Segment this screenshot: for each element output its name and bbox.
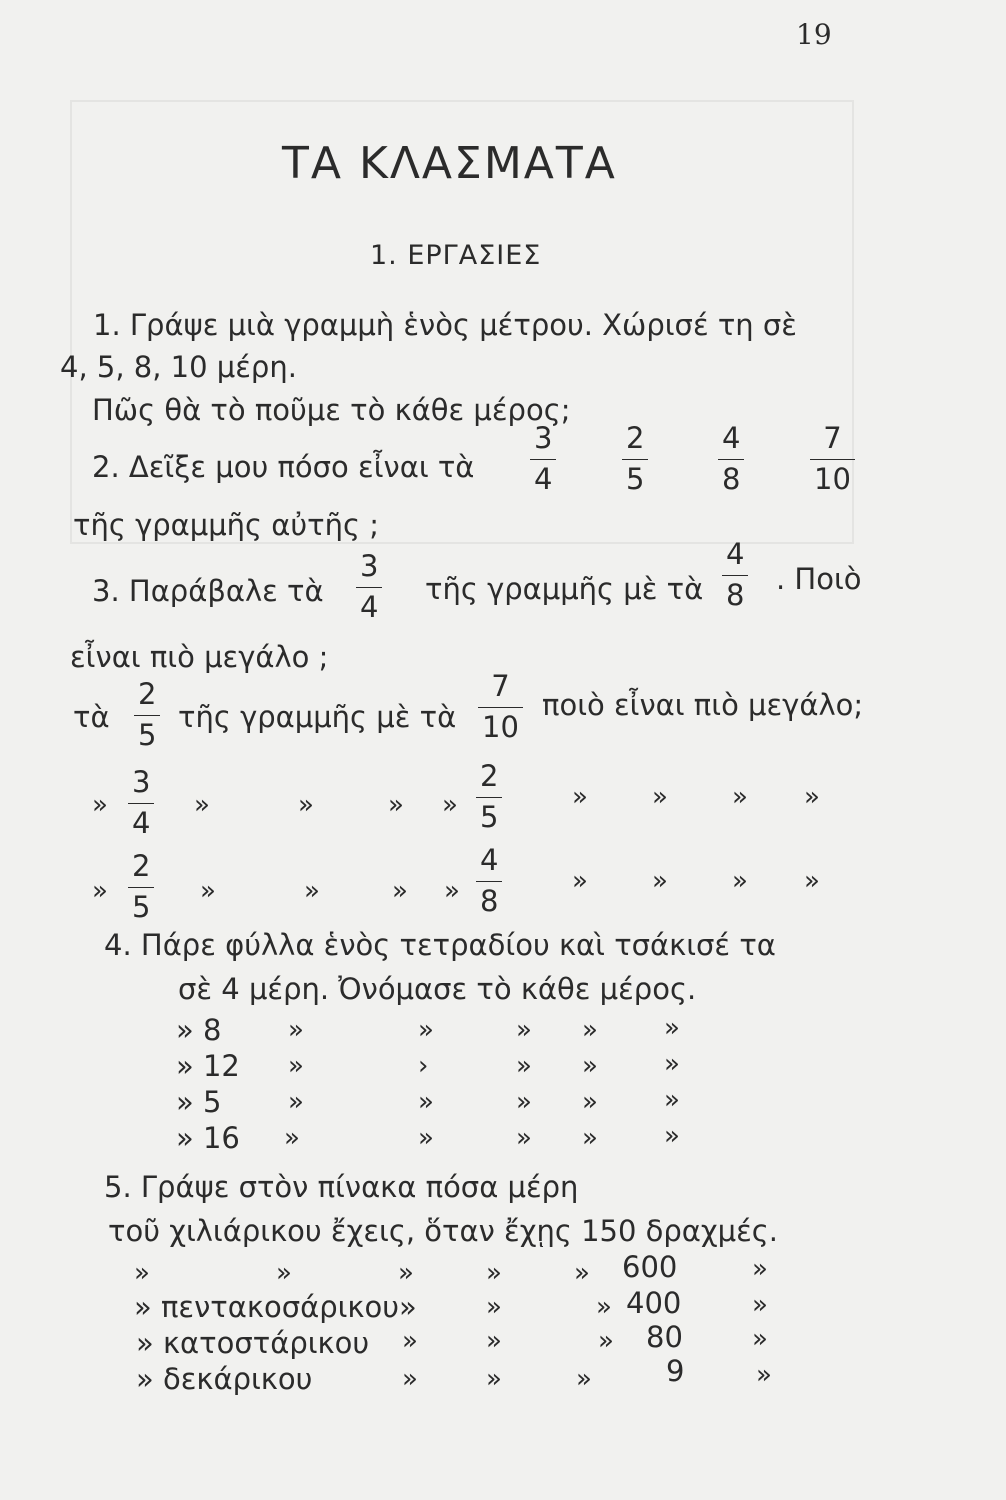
ditto-mark: »	[402, 1364, 418, 1394]
ditto-mark: »	[756, 1360, 772, 1390]
fraction-bar	[622, 459, 648, 460]
ditto-mark: »	[516, 1015, 532, 1045]
ex5-line1: 5. Γράψε στὸν πίνακα πόσα μέρη	[104, 1170, 579, 1204]
ditto-mark: »	[652, 866, 668, 896]
fraction-numerator: 4	[726, 537, 745, 571]
ex2-fraction	[622, 421, 648, 496]
ex2-fraction	[718, 421, 744, 496]
fraction-numerator: 2	[480, 759, 499, 793]
ditto-mark: »	[388, 790, 404, 820]
ex3-text-a: 3. Παράβαλε τὰ	[92, 574, 324, 608]
ex4-row-number: » 16	[176, 1121, 240, 1155]
ditto-mark: »	[752, 1290, 768, 1320]
ex5-row-label: » πεντακοσάρικου»	[134, 1290, 417, 1324]
ditto-mark: »	[288, 1015, 304, 1045]
ditto-mark: »	[284, 1123, 300, 1153]
fraction-denominator: 8	[722, 462, 741, 496]
ditto-mark: »	[574, 1258, 590, 1288]
ditto-mark: »	[582, 1123, 598, 1153]
ditto-mark: »	[582, 1087, 598, 1117]
fraction-bar	[478, 707, 523, 708]
ditto-mark: »	[596, 1292, 612, 1322]
ex4-row-number: » 5	[176, 1085, 222, 1119]
ex3-text-b: τῆς γραμμῆς μὲ τὰ	[425, 572, 704, 606]
ex3-row2-fraction-a	[128, 765, 154, 840]
ex2-line2: τῆς γραμμῆς αὐτῆς ;	[73, 508, 380, 542]
ditto-mark: »	[582, 1015, 598, 1045]
ditto-mark: »	[194, 790, 210, 820]
fraction-bar	[356, 587, 382, 588]
ditto-mark: »	[732, 866, 748, 896]
fraction-denominator: 10	[482, 710, 519, 744]
fraction-denominator: 4	[534, 462, 553, 496]
fraction-numerator: 4	[480, 843, 499, 877]
ditto-mark: »	[752, 1324, 768, 1354]
fraction-numerator: 3	[132, 765, 151, 799]
ditto-mark: »	[664, 1121, 680, 1151]
ditto-mark: »	[418, 1123, 434, 1153]
ditto-mark: »	[486, 1326, 502, 1356]
fraction-numerator: 4	[722, 421, 741, 455]
fraction-numerator: 7	[491, 669, 510, 703]
fraction-denominator: 8	[480, 884, 499, 918]
ex5-row-value: 9	[666, 1354, 685, 1388]
fraction-denominator: 4	[132, 806, 151, 840]
ex3-fraction-a	[356, 549, 382, 624]
ditto-mark: »	[652, 782, 668, 812]
ditto-mark: »	[516, 1123, 532, 1153]
ditto-mark: »	[304, 876, 320, 906]
ex2-text: 2. Δεῖξε μου πόσο εἶναι τὰ	[92, 450, 475, 484]
ex3-line2: εἶναι πιὸ μεγάλο ;	[70, 640, 329, 674]
ditto-mark: »	[398, 1258, 414, 1288]
ex4-line2: σὲ 4 μέρη. Ὀνόμασε τὸ κάθε μέρος.	[178, 972, 697, 1006]
ex3-row1-prefix: τὰ	[73, 700, 110, 734]
ex4-row-number: » 8	[176, 1013, 222, 1047]
ditto-mark: »	[516, 1087, 532, 1117]
ex1-line3: Πῶς θὰ τὸ ποῦμε τὸ κάθε μέρος;	[92, 393, 571, 427]
fraction-bar	[718, 459, 744, 460]
ditto-mark: »	[92, 876, 108, 906]
ditto-mark: »	[442, 790, 458, 820]
fraction-bar	[476, 881, 502, 882]
ditto-mark: »	[598, 1326, 614, 1356]
ex5-row-label: » δεκάρικου	[136, 1362, 313, 1396]
fraction-numerator: 3	[534, 421, 553, 455]
fraction-bar	[128, 887, 154, 888]
ditto-mark: »	[486, 1258, 502, 1288]
ditto-mark: »	[732, 782, 748, 812]
ditto-mark: »	[664, 1013, 680, 1043]
fraction-numerator: 2	[132, 849, 151, 883]
fraction-denominator: 5	[626, 462, 645, 496]
ex2-fraction	[530, 421, 556, 496]
ex1-line1: 1. Γράψε μιὰ γραμμὴ ἑνὸς μέτρου. Χώρισέ τη σὲ	[93, 308, 797, 342]
ditto-mark: ›	[418, 1051, 429, 1081]
ex2-fraction	[810, 421, 855, 496]
ditto-mark: »	[392, 876, 408, 906]
ditto-mark: »	[486, 1364, 502, 1394]
ditto-mark: »	[572, 782, 588, 812]
ditto-mark: »	[486, 1292, 502, 1322]
section-heading: 1. ΕΡΓΑΣΙΕΣ	[370, 240, 542, 271]
ditto-mark: »	[402, 1326, 418, 1356]
fraction-bar	[722, 575, 748, 576]
ditto-mark: »	[418, 1087, 434, 1117]
ex5-row-value: 400	[626, 1286, 682, 1320]
ex3-row3-fraction-b	[476, 843, 502, 918]
ditto-mark: »	[804, 866, 820, 896]
page-title: ΤΑ ΚΛΑΣΜΑΤΑ	[282, 138, 617, 189]
ditto-mark: »	[752, 1254, 768, 1284]
ex5-row-label: »	[134, 1258, 150, 1288]
ex5-row-label: » κατοστάρικου	[136, 1326, 370, 1360]
ditto-mark: »	[418, 1015, 434, 1045]
fraction-denominator: 8	[726, 578, 745, 612]
ex3-fraction-b	[722, 537, 748, 612]
ditto-mark: »	[572, 866, 588, 896]
ditto-mark: »	[664, 1049, 680, 1079]
ditto-mark: »	[92, 790, 108, 820]
ditto-mark: »	[288, 1051, 304, 1081]
ditto-mark: »	[664, 1085, 680, 1115]
ex4-line1: 4. Πάρε φύλλα ἑνὸς τετραδίου καὶ τσάκισέ τα	[104, 928, 776, 962]
ditto-mark: »	[288, 1087, 304, 1117]
ex3-row1-mid: τῆς γραμμῆς μὲ τὰ	[178, 700, 457, 734]
fraction-numerator: 7	[823, 421, 842, 455]
page-number: 19	[796, 18, 832, 51]
fraction-denominator: 5	[132, 890, 151, 924]
fraction-denominator: 10	[814, 462, 851, 496]
fraction-bar	[810, 459, 855, 460]
fraction-bar	[128, 803, 154, 804]
ditto-mark: »	[576, 1364, 592, 1394]
ex4-row-number: » 12	[176, 1049, 240, 1083]
fraction-denominator: 4	[360, 590, 379, 624]
fraction-bar	[530, 459, 556, 460]
ditto-mark: »	[276, 1258, 292, 1288]
ditto-mark: »	[582, 1051, 598, 1081]
ex3-row3-fraction-a	[128, 849, 154, 924]
ex3-row1-fraction-b	[478, 669, 523, 744]
fraction-denominator: 5	[138, 718, 157, 752]
ex5-line2: τοῦ χιλιάρικου ἔχεις, ὅταν ἔχῃς 150 δραχμές.	[108, 1214, 779, 1248]
ex5-row-value: 600	[622, 1250, 678, 1284]
ditto-mark: »	[200, 876, 216, 906]
fraction-denominator: 5	[480, 800, 499, 834]
ex3-row2-fraction-b	[476, 759, 502, 834]
ditto-mark: »	[298, 790, 314, 820]
ex3-row1-suffix: ποιὸ εἶναι πιὸ μεγάλο;	[542, 688, 864, 722]
fraction-numerator: 2	[138, 677, 157, 711]
fraction-bar	[134, 715, 160, 716]
fraction-numerator: 3	[360, 549, 379, 583]
ditto-mark: »	[444, 876, 460, 906]
ditto-mark: »	[516, 1051, 532, 1081]
fraction-numerator: 2	[626, 421, 645, 455]
ditto-mark: »	[804, 782, 820, 812]
ex5-row-value: 80	[646, 1320, 683, 1354]
ex1-line2: 4, 5, 8, 10 μέρη.	[60, 350, 297, 384]
fraction-bar	[476, 797, 502, 798]
ex3-text-c: . Ποιὸ	[776, 562, 862, 596]
ex3-row1-fraction-a	[134, 677, 160, 752]
